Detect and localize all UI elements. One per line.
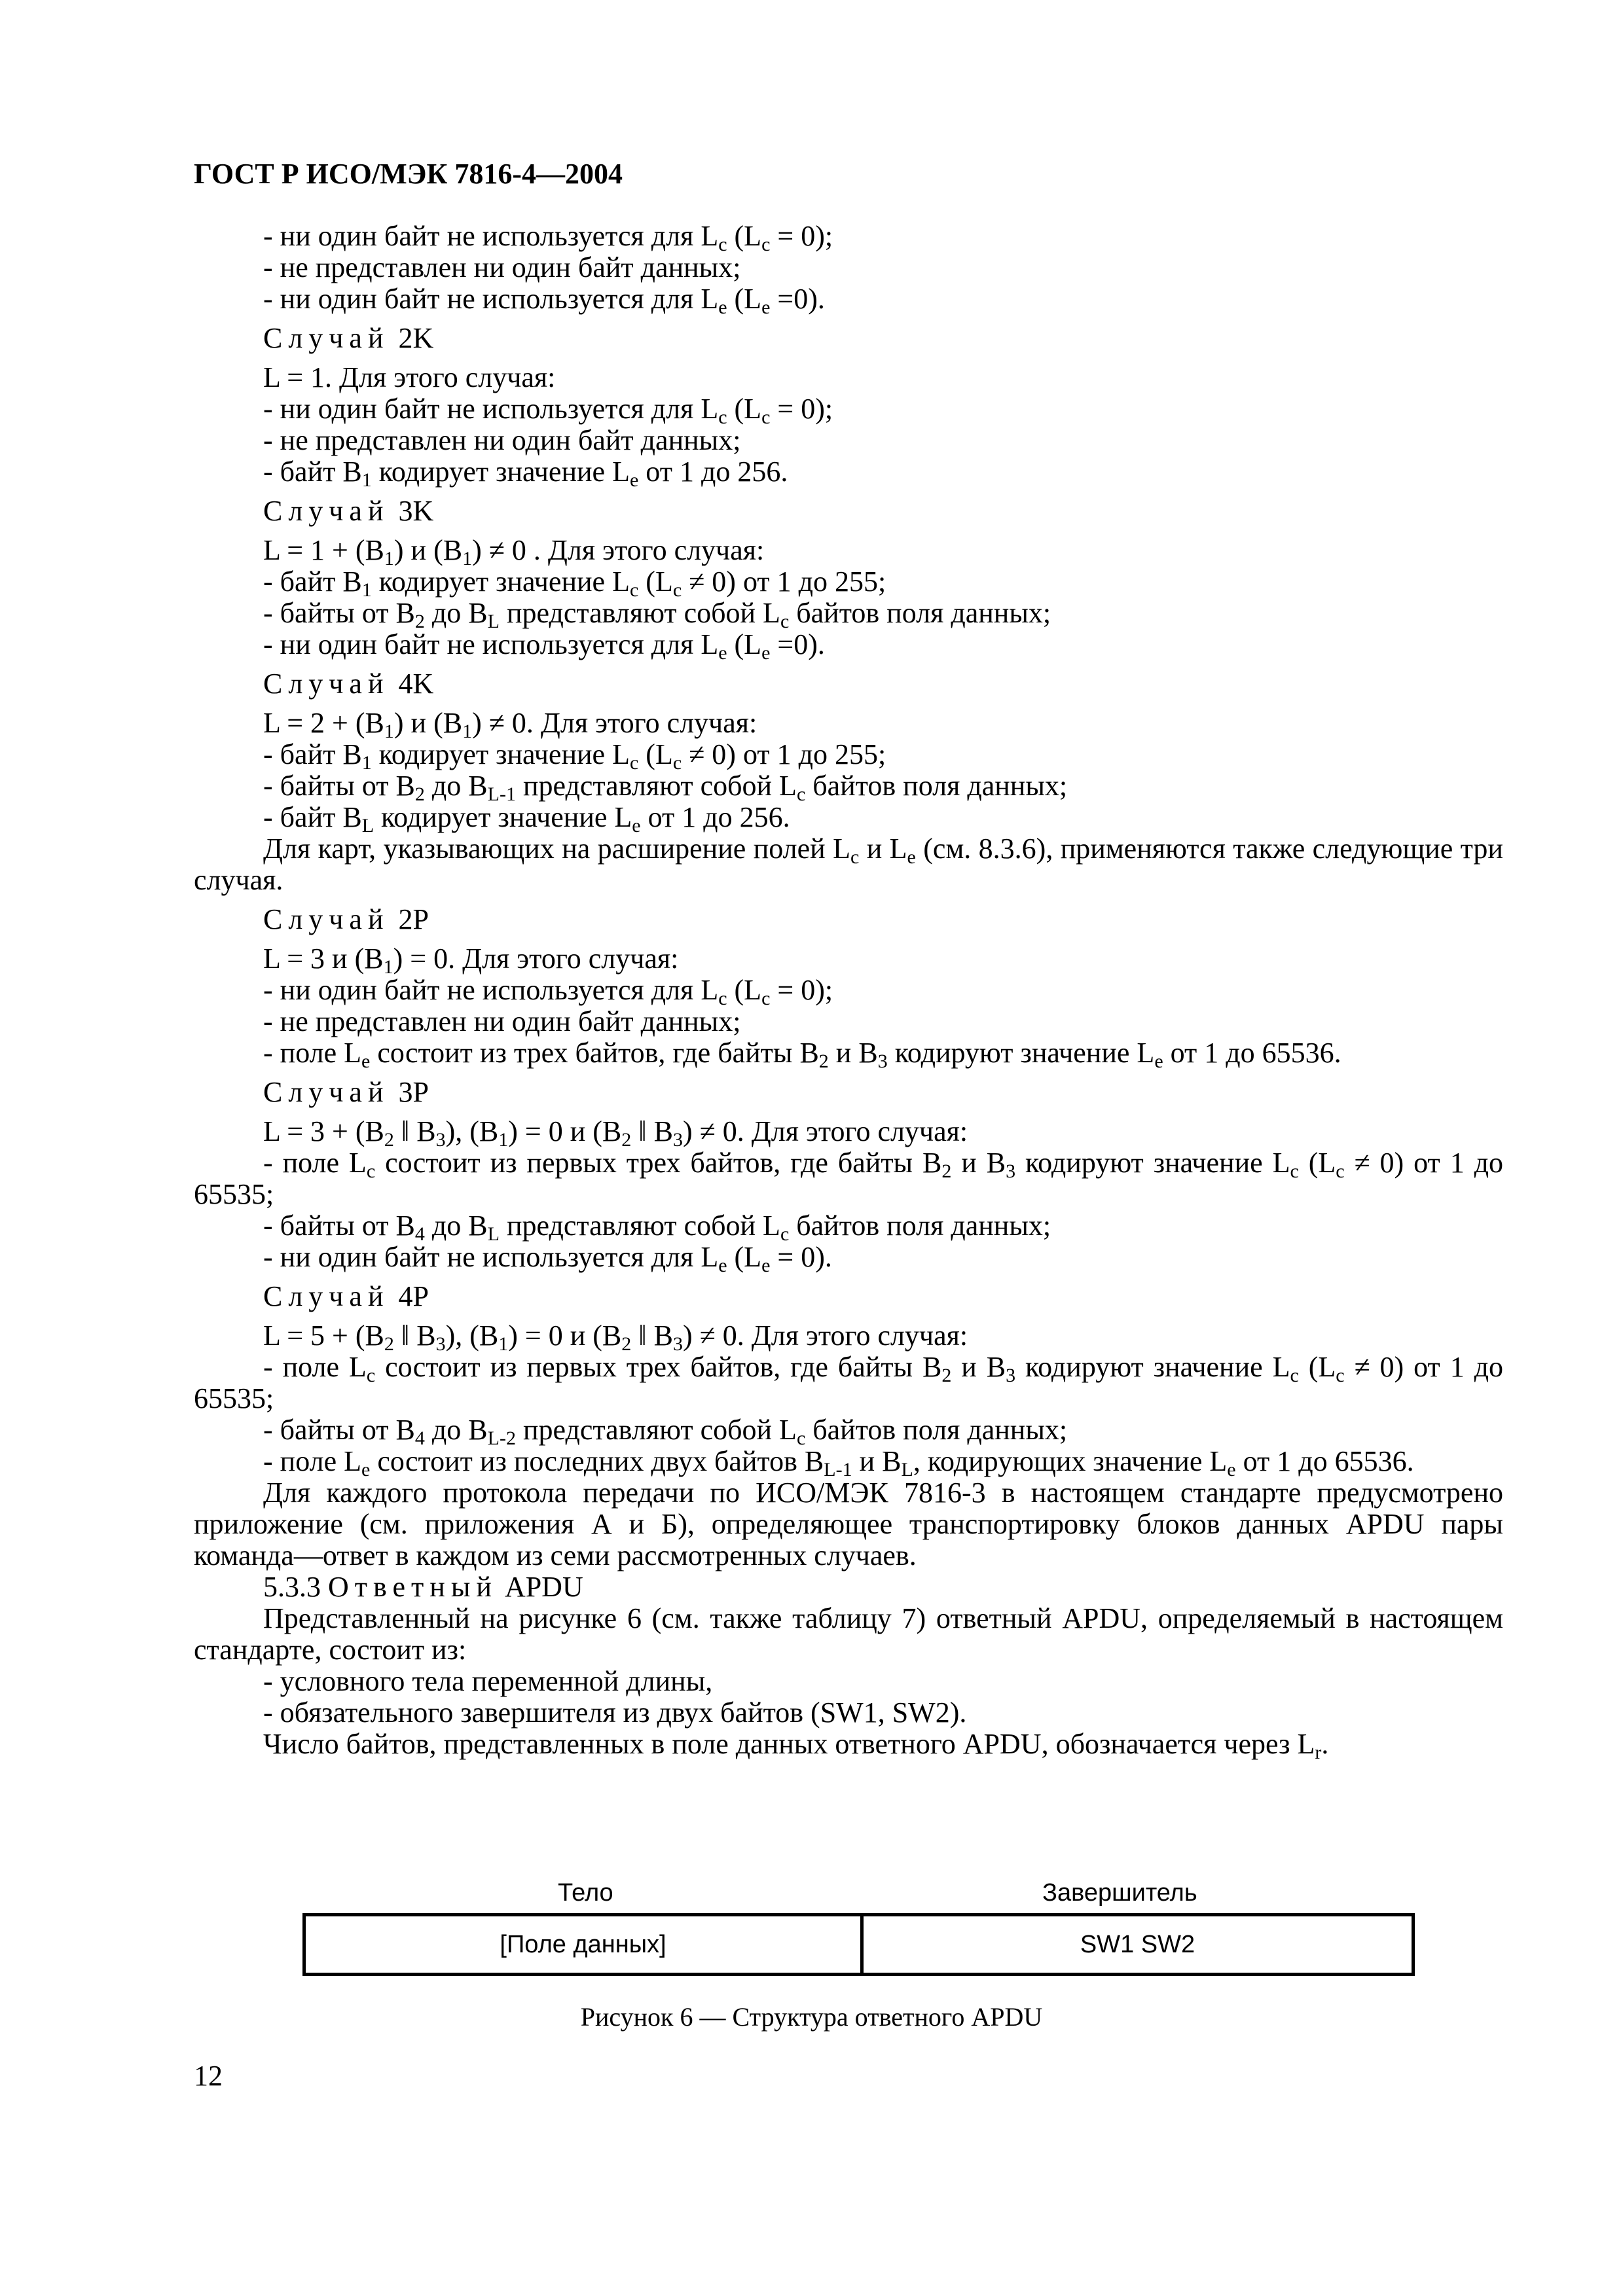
text-line: - ни один байт не используется для $L_e$ $(L_e =0)$. [263, 283, 825, 318]
text-line: - ни один байт не используется для $L_c$ $(L_c = 0)$; [263, 974, 833, 1009]
figure-caption: Рисунок 6 — Структура ответного APDU [580, 2002, 1043, 2032]
text-line: - байты от $B_2$ до $B_L$ представляют собой $L_c$ байтов поля данных; [263, 597, 1051, 632]
text-line: - байт $B_L$ кодирует значение $L_e$ от 1 до 256. [263, 801, 790, 836]
figure-cell-data-field: [Поле данных] [306, 1916, 864, 1973]
page-number: 12 [194, 2060, 223, 2092]
text-line: - поле $L_c$ состоит из первых трех байтов, где байты $B_2$ и $B_3$ кодируют значение $L_c$ $(L_c \ne 0)$ от 1 до 65535; [194, 1147, 1504, 1210]
case-heading-4k: Случай 4K [263, 668, 434, 700]
text-line: - байты от $B_2$ до $B_{L-1}$ представляют собой $L_c$ байтов поля данных; [263, 770, 1068, 805]
text-line: - ни один байт не используется для $L_e$ $(L_e = 0)$. [263, 1241, 832, 1276]
text-line: - не представлен ни один байт данных; [263, 424, 741, 456]
text-line: - ни один байт не используется для $L_c$ $(L_c = 0)$; [263, 220, 833, 255]
text-line: $L = 5 + (B_2$ ‖ $B_3$), $(B_1) = 0$ и ($B_2$ ‖ $B_3) \ne 0$. Для этого случая: [263, 1319, 968, 1355]
text-line: - поле $L_e$ состоит из трех байтов, где байты $B_2$ и $B_3$ кодируют значение $L_e$ от 1 до 65536. [263, 1037, 1341, 1072]
paragraph-response-intro: Представленный на рисунке 6 (см. также таблицу 7) ответный APDU, определяемый в настоящем стандарте, состоит из: [194, 1602, 1503, 1666]
paragraph-response-count: Число байтов, представленных в поле данных ответного APDU, обозначается через $L_r$. [263, 1728, 1329, 1763]
figure-label-body: Тело [558, 1879, 613, 1907]
figure-cell-status-words: SW1 SW2 [1080, 1931, 1195, 1958]
figure-label-trailer: Завершитель [1042, 1879, 1197, 1907]
text-line: - байт $B_1$ кодирует значение $L_c$ $(L_c \ne 0)$ от 1 до 255; [263, 738, 886, 774]
case-heading-2k: Случай 2K [263, 322, 434, 354]
document-header: ГОСТ Р ИСО/МЭК 7816-4—2004 [194, 158, 623, 190]
text-line: $L = 1 + (B_1)$ и $(B_1) \ne 0$ . Для этого случая: [263, 534, 765, 569]
text-line: L = 1. Для этого случая: [263, 361, 556, 393]
case-heading-3k: Случай 3K [263, 495, 434, 527]
figure-apdu-structure [302, 1913, 1415, 1976]
text-line: L = 3 и $(B_1) = 0$. Для этого случая: [263, 942, 679, 978]
paragraph-extension-note: Для карт, указывающих на расширение полей $L_c$ и $L_e$ (см. 8.3.6), применяются также следующие три случая. [194, 833, 1503, 896]
text-line: - не представлен ни один байт данных; [263, 251, 741, 283]
text-line: $L = 3 + (B_2$ ‖ $B_3$), $(B_1) = 0$ и ($B_2$ ‖ $B_3) \ne 0$. Для этого случая: [263, 1115, 968, 1151]
list-item: - обязательного завершителя из двух байтов (SW1, SW2). [263, 1696, 967, 1729]
text-line: - поле $L_e$ состоит из последних двух байтов $B_{L-1}$ и $B_L$, кодирующих значение $L_e$ от 1 до 65536. [263, 1445, 1414, 1480]
text-line: - байт $B_1$ кодирует значение $L_c$ $(L_c \ne 0)$ от 1 до 255; [263, 565, 886, 601]
case-heading-2p: Случай 2P [263, 903, 429, 935]
text-line: - байты от $B_4$ до $B_L$ представляют собой $L_c$ байтов поля данных; [263, 1210, 1051, 1245]
case-heading-3p: Случай 3P [263, 1076, 429, 1108]
text-line: - ни один байт не используется для $L_e$ $(L_e =0)$. [263, 628, 825, 664]
text-line: $L = 2 + (B_1)$ и $(B_1) \ne 0$. Для этого случая: [263, 707, 757, 742]
text-line: - ни один байт не используется для $L_c$ $(L_c = 0)$; [263, 393, 833, 428]
text-line: - поле $L_c$ состоит из первых трех байтов, где байты $B_2$ и $B_3$ кодируют значение $L_c$ $(L_c \ne 0)$ от 1 до 65535; [194, 1351, 1504, 1414]
text-line: - байт $B_1$ кодирует значение $L_e$ от 1 до 256. [263, 456, 788, 491]
document-body [194, 220, 1504, 1763]
paragraph-protocol-note: Для каждого протокола передачи по ИСО/МЭК 7816-3 в настоящем стандарте предусмотрено приложение (см. приложения А и Б), определяющее транспортировку блоков данных APDU пары команда—ответ в каждом из семи рассмотренных случаев. [194, 1477, 1503, 1571]
case-heading-4p: Случай 4P [263, 1280, 429, 1312]
text-line: - не представлен ни один байт данных; [263, 1005, 741, 1037]
list-item: - условного тела переменной длины, [263, 1665, 713, 1697]
text-line: - байты от $B_4$ до $B_{L-2}$ представляют собой $L_c$ байтов поля данных; [263, 1414, 1068, 1449]
section-heading-5-3-3: 5.3.3 Ответный APDU [263, 1571, 583, 1603]
